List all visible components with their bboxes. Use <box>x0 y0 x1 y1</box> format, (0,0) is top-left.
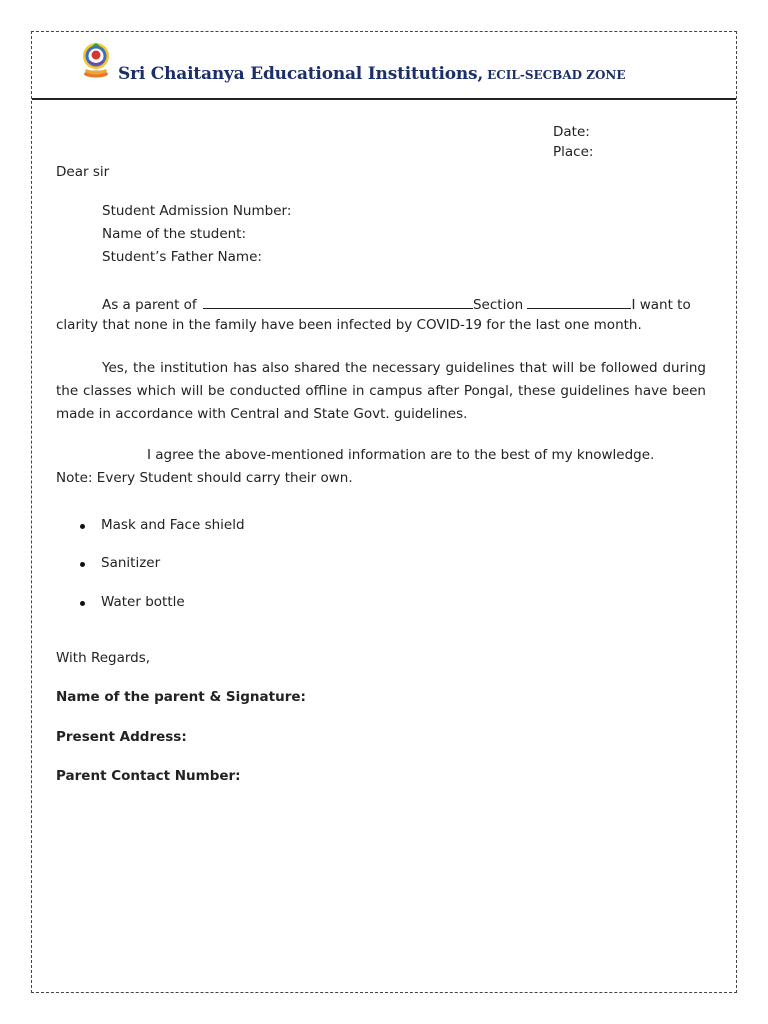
present-address-field: Present Address: <box>56 729 187 745</box>
section-label: Section <box>472 297 524 313</box>
letterhead-title <box>118 64 626 84</box>
page-border <box>31 31 737 993</box>
field-admission-number: Student Admission Number: <box>102 203 292 219</box>
institution-name: Sri Chaitanya Educational Institutions, <box>118 64 484 84</box>
letterhead <box>32 32 736 100</box>
student-name-blank <box>203 296 473 309</box>
bullet-icon <box>80 562 85 567</box>
date-label: Date: <box>553 124 590 140</box>
parent-signature-field: Name of the parent & Signature: <box>56 689 306 705</box>
covid-declaration: clarity that none in the family have been infected by COVID-19 for the last one month. <box>56 317 642 333</box>
item-water-bottle: Water bottle <box>101 594 185 610</box>
note-text: Note: Every Student should carry their own. <box>56 470 353 486</box>
want-to-text: I want to <box>631 297 691 313</box>
field-student-name: Name of the student: <box>102 226 247 242</box>
place-label: Place: <box>553 144 594 160</box>
closing-text: With Regards, <box>56 650 151 666</box>
agreement-text: I agree the above-mentioned information are to the best of my knowledge. <box>147 447 655 463</box>
field-father-name: Student’s Father Name: <box>102 249 262 265</box>
section-blank <box>527 296 631 309</box>
parent-prefix: As a parent of <box>102 297 197 313</box>
guidelines-paragraph: Yes, the institution has also shared the necessary guidelines that will be followed during the classes which will be conducted offline in campus after Pongal, these guidelines have been made in accordance with Central and State Govt. guidelines. <box>56 360 706 422</box>
item-mask: Mask and Face shield <box>101 517 245 533</box>
salutation: Dear sir <box>56 164 110 180</box>
bullet-icon <box>80 601 85 606</box>
institution-logo-icon <box>79 39 113 79</box>
zone-name: ECIL-SECBAD ZONE <box>487 68 626 82</box>
parent-of-line <box>102 296 691 313</box>
item-sanitizer: Sanitizer <box>101 555 161 571</box>
contact-number-field: Parent Contact Number: <box>56 768 241 784</box>
bullet-icon <box>80 524 85 529</box>
